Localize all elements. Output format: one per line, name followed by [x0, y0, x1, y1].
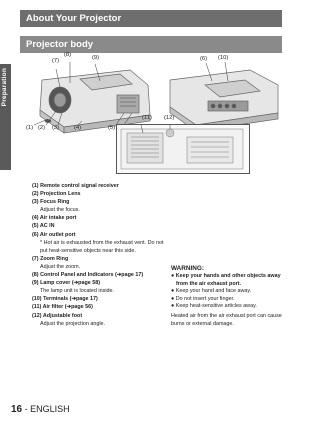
section-title: Projector body: [26, 39, 94, 50]
callout-10: (10): [218, 55, 229, 61]
side-tab: [0, 64, 11, 170]
warning-note: Heated air from the air exhaust port can cause burns or external damage.: [171, 313, 282, 327]
callout-7: (7): [52, 58, 60, 64]
warning-bullet: ● Do not insert your finger.: [171, 295, 235, 302]
callout-6-top: (6): [200, 56, 208, 62]
warning-box: [171, 265, 289, 328]
parts-list: [32, 182, 167, 328]
callout-1: (1): [26, 125, 34, 131]
list-item: (9) Lamp cover (➔page 58) The lamp unit is located inside.: [32, 280, 115, 295]
page-header: [20, 10, 282, 27]
warning-bullet: ● Keep heat-sensitive articles away.: [171, 303, 257, 310]
callout-2: (2): [38, 125, 46, 131]
callout-4: (4): [74, 125, 82, 131]
projector-bottom-view: [116, 124, 250, 174]
list-item: (4) Air intake port: [32, 215, 77, 222]
page-number: 16: [11, 404, 23, 415]
header-title: About Your Projector: [26, 13, 122, 24]
warning-title: WARNING:: [171, 265, 205, 272]
list-item: (1) Remote control signal receiver: [32, 183, 119, 189]
callout-5: (5): [108, 125, 116, 131]
list-item: (5) AC IN: [32, 223, 55, 230]
side-tab-label: Preparation: [1, 68, 8, 107]
list-item: (7) Zoom Ring Adjust the zoom.: [32, 255, 81, 270]
list-item: (10) Terminals (➔page 17): [32, 296, 98, 303]
callout-8: (8): [64, 52, 72, 58]
warning-bullet: ● Keep your hands and other objects away from the air exhaust port.: [171, 273, 281, 287]
callout-3: (3): [52, 125, 60, 131]
list-item: (12) Adjustable foot Adjust the projection angle.: [32, 312, 106, 327]
bottom-view-illustration: [117, 125, 249, 173]
footer-language: - ENGLISH: [22, 404, 70, 414]
warning-bullet: ● Keep your hand and face away.: [171, 288, 252, 295]
projector-rear-view: [170, 70, 278, 131]
list-item: (11) Air filter (➔page 56): [32, 304, 93, 311]
list-item: (3) Focus Ring Adjust the focus.: [32, 199, 80, 214]
section-header: [20, 36, 282, 53]
callout-9: (9): [92, 55, 100, 61]
page-footer: [11, 404, 70, 415]
list-item: (8) Control Panel and Indicators (➔page 17): [32, 272, 144, 279]
callout-12: (12): [164, 115, 175, 121]
callout-11: (11): [142, 115, 152, 121]
list-item: (2) Projection Lens: [32, 191, 81, 198]
list-item: (6) Air outlet port * Hot air is exhausted from the exhaust vent. Do not put heat-sensitive objects near this side.: [32, 231, 164, 254]
